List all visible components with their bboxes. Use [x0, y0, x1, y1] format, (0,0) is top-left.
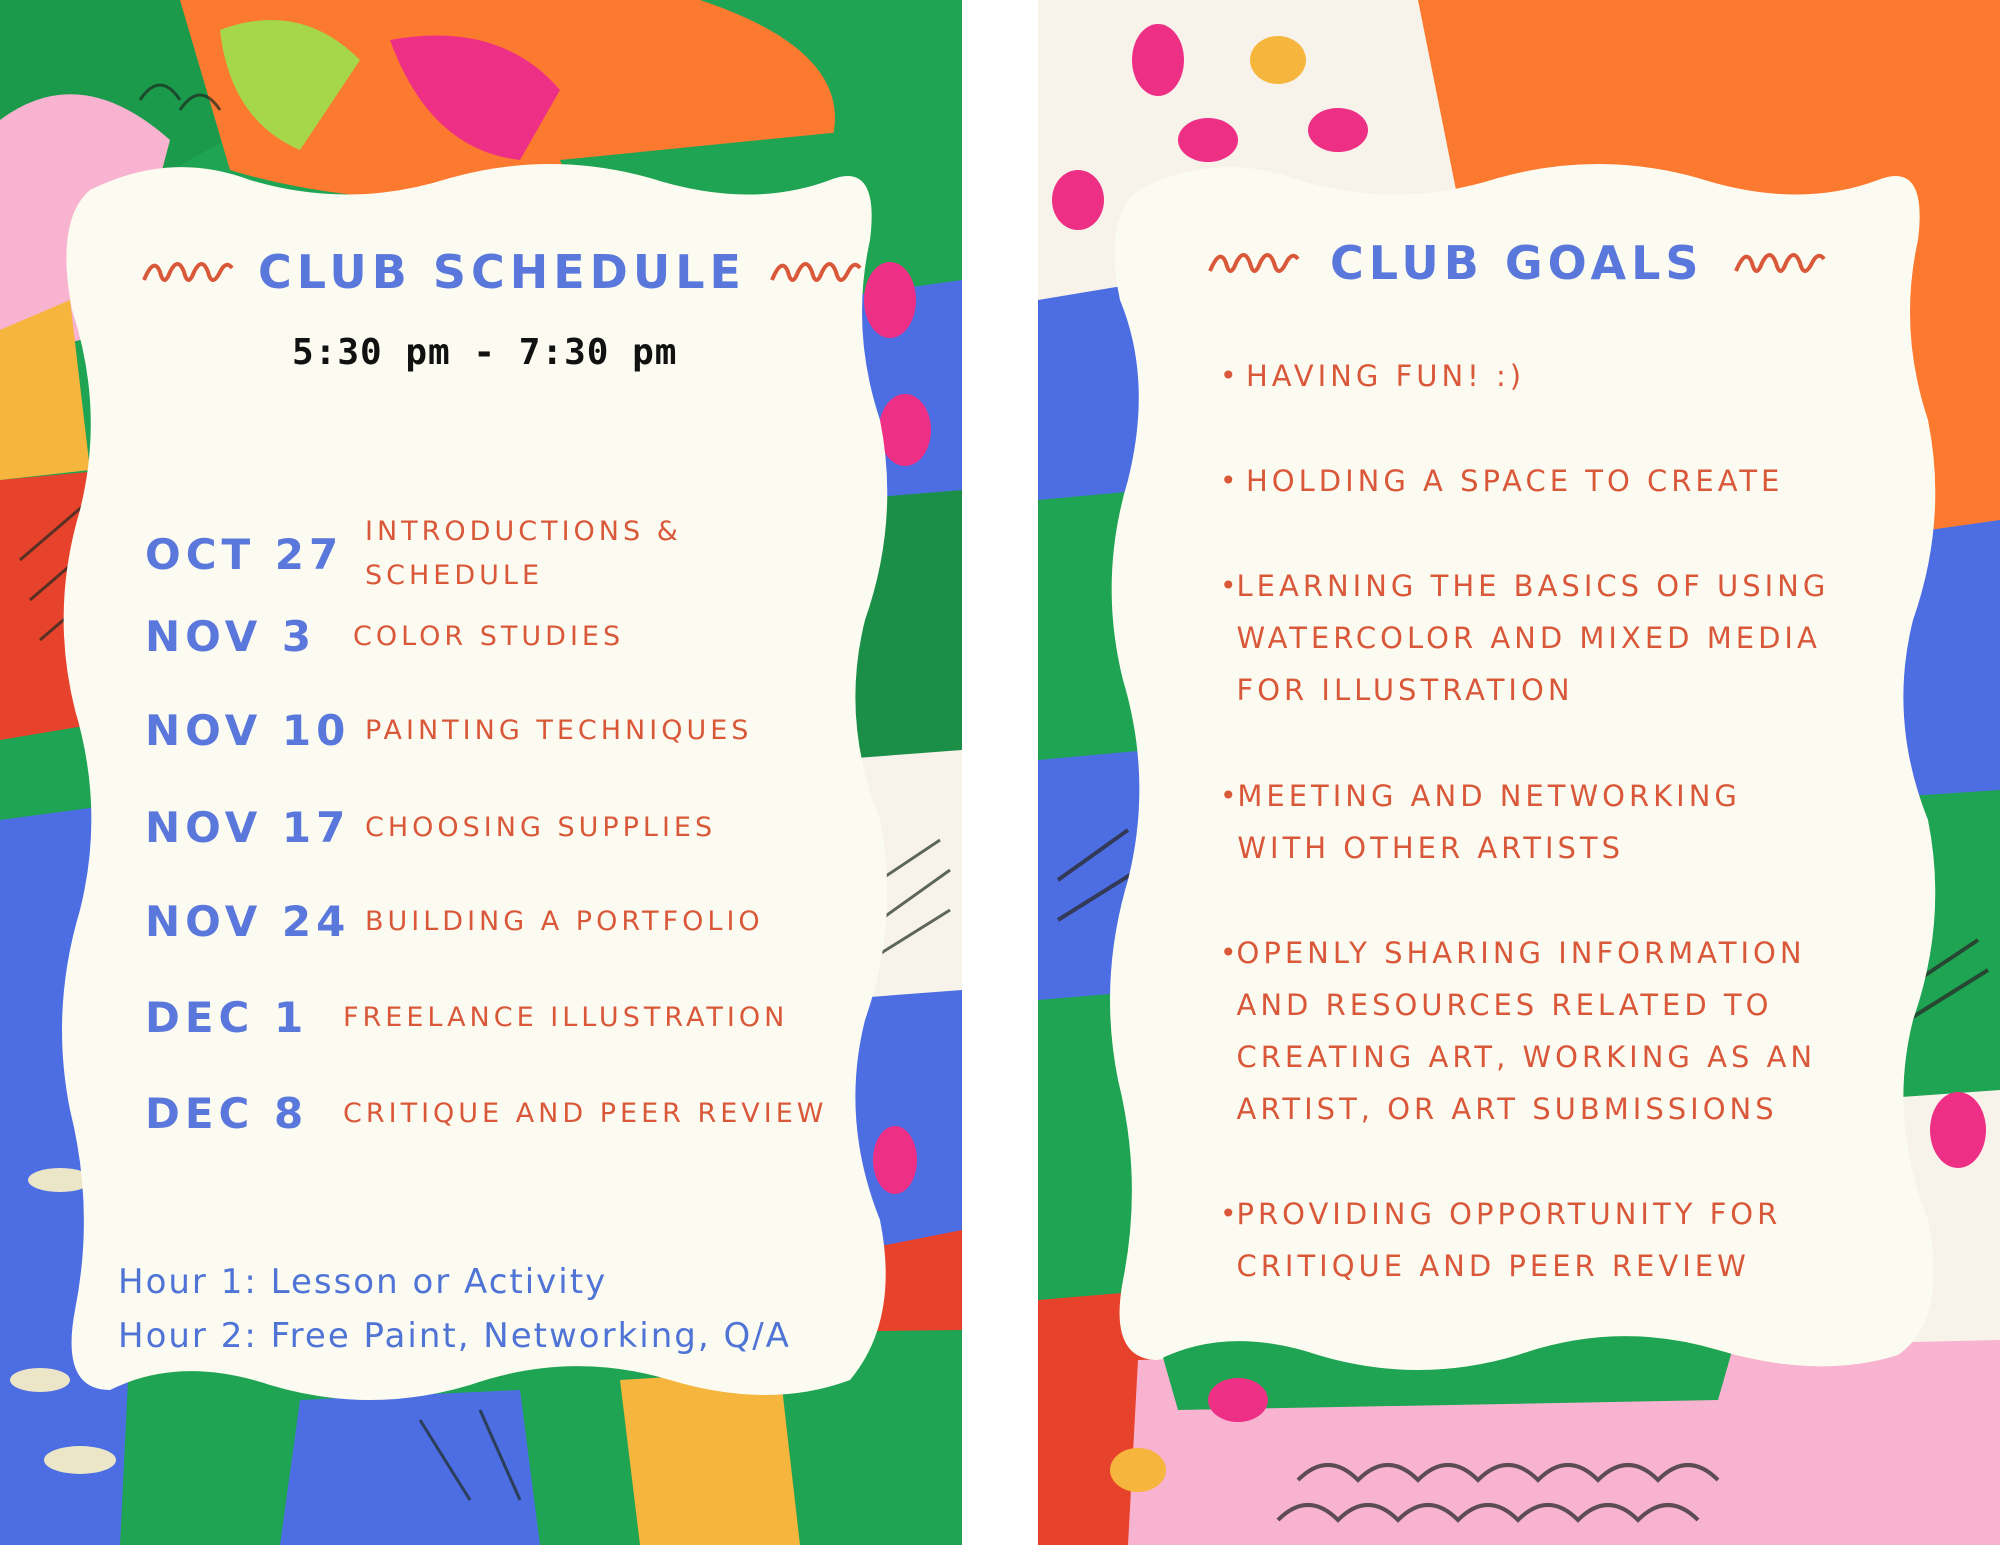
session-topic: CHOOSING SUPPLIES [365, 811, 717, 843]
session-date: NOV 17 [145, 803, 351, 852]
schedule-row [145, 993, 788, 1042]
goal-item [1220, 1188, 1840, 1292]
goal-text: MEETING AND NETWORKING WITH OTHER ARTISTS [1237, 779, 1741, 865]
squiggle-icon [140, 250, 236, 294]
bullet-icon: • [1220, 1197, 1237, 1230]
hour-note: Hour 1: Lesson or Activity [118, 1262, 608, 1302]
goal-item [1220, 927, 1840, 1135]
goal-text: HAVING FUN! :) [1246, 359, 1526, 393]
goals-panel [1038, 0, 2000, 1545]
schedule-panel [0, 0, 962, 1545]
goal-item [1220, 455, 1840, 507]
hour-note: Hour 2: Free Paint, Networking, Q/A [118, 1316, 791, 1356]
session-date: DEC 1 [145, 993, 309, 1042]
goal-text: LEARNING THE BASICS OF USING WATERCOLOR AND MIXED MEDIA FOR ILLUSTRATION [1236, 569, 1830, 707]
squiggle-icon [768, 250, 864, 294]
goal-item [1220, 560, 1840, 716]
session-date: NOV 10 [145, 706, 351, 755]
schedule-time: 5:30 pm - 7:30 pm [292, 332, 678, 373]
schedule-row [145, 706, 752, 755]
goal-text: OPENLY SHARING INFORMATION AND RESOURCES RELATED TO CREATING ART, WORKING AS AN ARTIST, OR ART SUBMISSIONS [1236, 936, 1817, 1126]
session-date: OCT 27 [145, 529, 344, 579]
schedule-row [145, 510, 705, 598]
schedule-row [145, 1089, 827, 1138]
goals-header [1206, 236, 1828, 290]
schedule-row [145, 803, 716, 852]
bullet-icon: • [1220, 359, 1237, 392]
session-topic: FREELANCE ILLUSTRATION [343, 1001, 789, 1033]
session-topic: PAINTING TECHNIQUES [365, 714, 753, 746]
session-date: DEC 8 [145, 1089, 309, 1138]
session-date: NOV 3 [145, 612, 317, 661]
schedule-title: CLUB SCHEDULE [258, 245, 746, 299]
session-topic: INTRODUCTIONS & SCHEDULE [365, 516, 682, 591]
bullet-icon: • [1220, 936, 1237, 969]
goal-item [1220, 350, 1840, 402]
schedule-header [140, 245, 864, 299]
schedule-row [145, 897, 764, 946]
schedule-row [145, 612, 624, 661]
goals-title: CLUB GOALS [1330, 236, 1704, 290]
session-date: NOV 24 [145, 897, 351, 946]
squiggle-icon [1206, 241, 1302, 285]
bullet-icon: • [1220, 569, 1237, 602]
bullet-icon: • [1220, 779, 1237, 812]
session-topic: BUILDING A PORTFOLIO [365, 905, 764, 937]
session-topic: CRITIQUE AND PEER REVIEW [343, 1097, 828, 1129]
goal-item [1220, 770, 1840, 874]
goal-text: PROVIDING OPPORTUNITY FOR CRITIQUE AND PEER REVIEW [1236, 1197, 1782, 1283]
bullet-icon: • [1220, 464, 1237, 497]
squiggle-icon [1732, 241, 1828, 285]
session-topic: COLOR STUDIES [353, 620, 625, 652]
goal-text: HOLDING A SPACE TO CREATE [1246, 464, 1784, 498]
